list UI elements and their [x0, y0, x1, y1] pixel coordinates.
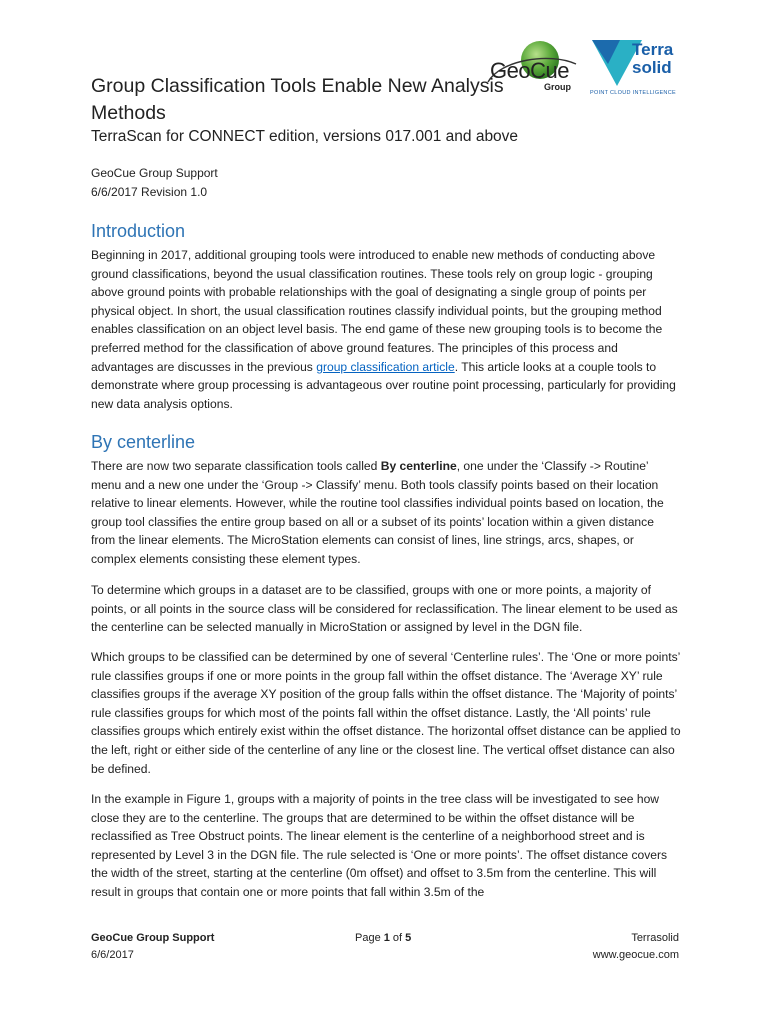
page-total: 5 — [405, 932, 412, 944]
document-title: Group Classification Tools Enable New Analysis Methods — [91, 75, 504, 124]
intro-text-2: . This article looks at a couple tools to demonstrate where group processing is advantageous over routine point processing, particularly for providing new data analysis options. — [91, 359, 676, 411]
centerline-p1-text-b: , one under the ‘Classify -> Routine’ menu and a new one under the ‘Group -> Classify’ menu. Both tools classify points based on their location relative to linear elements. However, while the routine tool classifies individual points based on location, the group tool classifies the entire group based on all or a subset of its points’ location within a given distance from the linear elements. The MicroStation elements can consist of lines, line strings, arcs, shapes, or complex elements consisting these element types. — [91, 459, 664, 566]
terrasolid-logo-line2: solid — [632, 58, 672, 77]
centerline-paragraph-2: To determine which groups in a dataset are to be classified, groups with one or more points, a majority of points, or all points in the source class will be considered for reclassification. The linear element to be used as the centerline can be selected manually in MicroStation or assigned by level in the DGN file. — [91, 583, 678, 635]
footer-left-bottom: 6/6/2017 — [91, 949, 134, 961]
centerline-paragraph-4: In the example in Figure 1, groups with a majority of points in the tree class will be investigated to see how close they are to the centerline. The groups that are determined to be within the offset distance will be reclassified as Tree Obstruct points. The linear element is the centerline of a neighborhood street and is represented by Level 3 in the DGN file. The rule selected is ‘One or more points’. The offset distance covers the width of the street, starting at the centerline (0m offset) and offset to 3.5m from the centerline. This will result in groups that contain one or more points that fall within 3.5m of the — [91, 792, 668, 899]
page-word: Page — [355, 932, 384, 944]
date-revision-line: 6/6/2017 Revision 1.0 — [91, 185, 208, 199]
author-line: GeoCue Group Support — [91, 166, 218, 180]
terrasolid-logo-line1: Terra — [632, 40, 674, 59]
centerline-p1-bold: By centerline — [380, 459, 457, 473]
geocue-logo-subtext: Group — [544, 82, 571, 92]
document-subtitle: TerraScan for CONNECT edition, versions 017.001 and above — [91, 128, 519, 145]
centerline-paragraph-3: Which groups to be classified can be determined by one of several ‘Centerline rules’. The ‘One or more points’ rule classifies groups if one or more points in the group fall within the offset distance. The ‘Average XY’ rule classifies groups if the average XY position of the group falls within the offset distance. The ‘Majority of points’ rule classifies groups for which most of the points fall within the offset distance. Lastly, the ‘All points’ rule classifies groups which entirely exist within the offset distance. The horizontal offset distance can be applied to the left, right or either side of the centerline of any line or the closest line. The vertical offset distance can also be defined. — [91, 650, 681, 776]
intro-text-1: Beginning in 2017, additional grouping tools were introduced to enable new methods of conducting above ground classifications, beyond the usual classification routines. These tools rely on group logic - grouping above ground points with probable relationships with the goal of designating a single group of points per physical object. In short, the usual classification routines classify individual points, but the grouping method enables classification on an object level basis. The end game of these new grouping tools is to become the preferred method for the classification of above ground features. The principles of this process and advantages are discusses in the previous — [91, 248, 663, 374]
by-centerline-heading: By centerline — [91, 432, 196, 452]
page-number — [355, 932, 411, 944]
introduction-heading: Introduction — [91, 221, 186, 241]
footer-url: www.geocue.com — [592, 949, 679, 961]
centerline-paragraph-1 — [91, 457, 681, 569]
page-current: 1 — [383, 932, 390, 944]
centerline-p1-text-a: There are now two separate classification tools called — [91, 459, 381, 473]
introduction-paragraph — [91, 246, 681, 413]
footer-left-top: GeoCue Group Support — [91, 932, 215, 944]
group-classification-article-link[interactable]: group classification article — [316, 359, 455, 374]
footer-right-top: Terrasolid — [631, 932, 679, 944]
terrasolid-logo — [588, 38, 688, 100]
geocue-logo-text: GeoCue — [490, 58, 569, 83]
terrasolid-tagline: POINT CLOUD INTELLIGENCE — [590, 90, 676, 96]
page-of: of — [389, 932, 406, 944]
